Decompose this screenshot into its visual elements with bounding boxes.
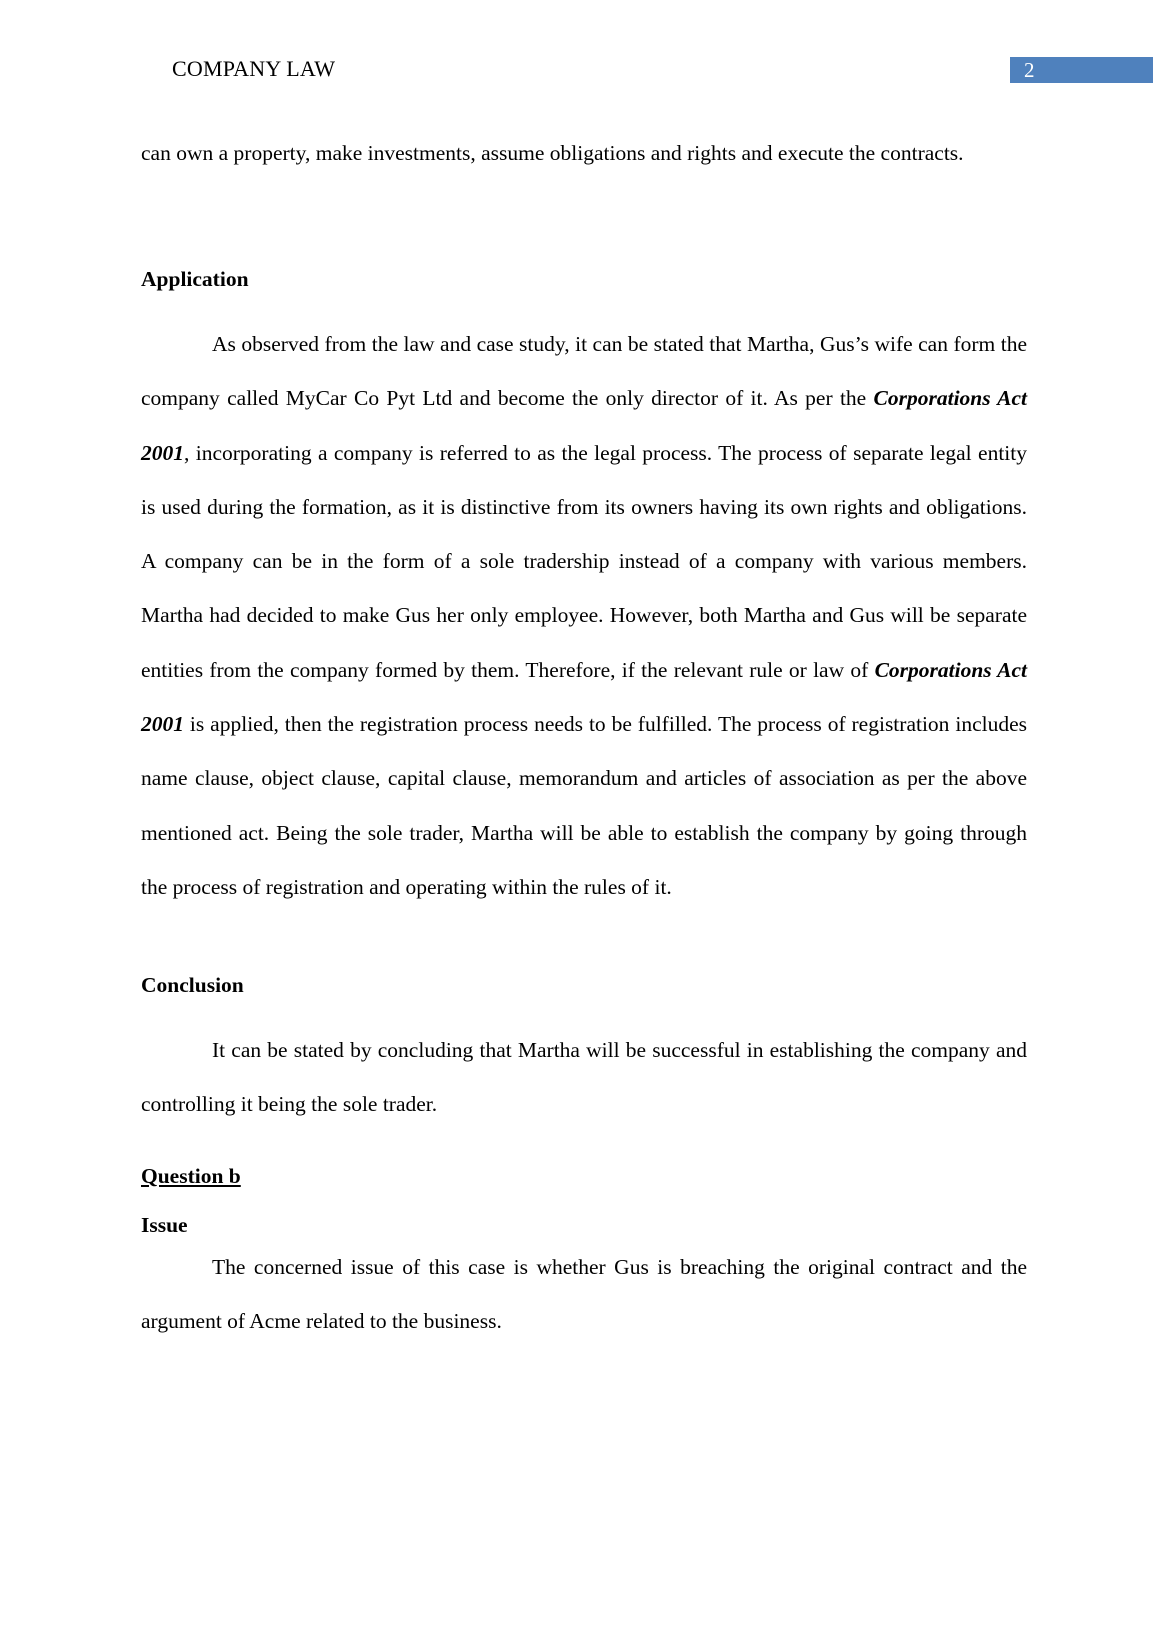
application-text-part-2: , incorporating a company is referred to as the legal process. The process of separate legal entity is used during the formation, as it is distinctive from its owners having its own rights and obligations. A company can be in the form of a sole tradership instead of a company with various members. Martha had decided to make Gus her only employee. However, both Martha and Gus will be separate entities from the company formed by them. Therefore, if the relevant rule or law of bbox=[141, 440, 1027, 682]
issue-paragraph-block bbox=[141, 1240, 1027, 1349]
application-paragraph bbox=[141, 317, 1027, 914]
conclusion-heading: Conclusion bbox=[141, 973, 244, 997]
intro-paragraph-block bbox=[141, 126, 1027, 180]
issue-heading: Issue bbox=[141, 1213, 188, 1237]
page-number-bar bbox=[1010, 57, 1153, 83]
question-b-heading: Question b bbox=[141, 1164, 241, 1188]
act-citation-1: Corporations Act 2001 bbox=[141, 386, 1027, 465]
page-number: 2 bbox=[1024, 58, 1035, 82]
intro-paragraph: can own a property, make investments, assume obligations and rights and execute the contracts. bbox=[141, 141, 964, 165]
issue-paragraph: The concerned issue of this case is whether Gus is breaching the original contract and the argument of Acme related to the business. bbox=[141, 1255, 1027, 1334]
application-heading: Application bbox=[141, 267, 249, 291]
conclusion-paragraph-block bbox=[141, 1023, 1027, 1132]
act-citation-2: Corporations Act 2001 bbox=[141, 657, 1027, 737]
application-text-part-1: As observed from the law and case study, it can be stated that Martha, Gus’s wife can form the company called MyCar Co Pyt Ltd and become the only director of it. As per the bbox=[141, 332, 1027, 411]
conclusion-paragraph: It can be stated by concluding that Martha will be successful in establishing the company and controlling it being the sole trader. bbox=[141, 1038, 1027, 1117]
running-header-title: COMPANY LAW bbox=[172, 56, 336, 81]
application-text-part-3: is applied, then the registration process needs to be fulfilled. The process of registration includes name clause, object clause, capital clause, memorandum and articles of association as per the above mentioned act. Being the sole trader, Martha will be able to establish the company by going through the process of registration and operating within the rules of it. bbox=[141, 712, 1027, 899]
application-paragraph-block bbox=[141, 317, 1027, 914]
